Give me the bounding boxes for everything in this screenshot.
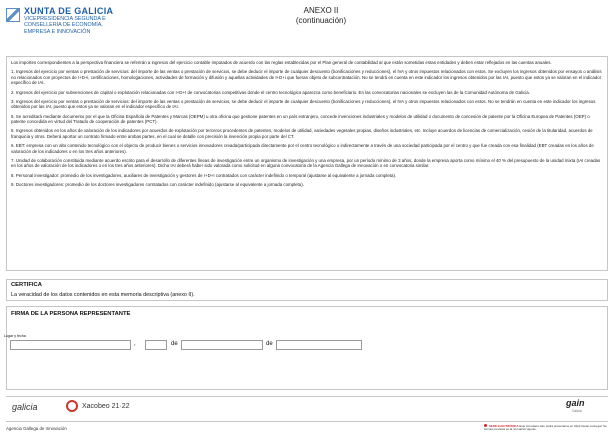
xacobeo-mark-icon [66, 400, 78, 412]
month-input[interactable] [181, 340, 263, 350]
note-4: 5. Se acreditará mediante documento por el que la Oficina Española de Patentes y Marcas (OEPM) u otra oficina que gestione patentes en un país extranjero, concede invenciones industriales y modelos de utilidad o documento de concesión de patente por la Oficina Europea de Patentes (OEP) o patente concedida en virtud del Tratado de cooperación de patentes (PCT). [11, 113, 590, 125]
galicia-logo: galicia [12, 402, 38, 412]
note-8: 8. Personal investigador: promedio de los investigadores, auxiliares de investigación y gestores de I+D+I contratados con carácter indefinido o temporal (ajustarse al equivalente a jornada completa). [11, 172, 397, 178]
day-input[interactable] [145, 340, 167, 350]
xacobeo-text: Xacobeo 21·22 [82, 402, 130, 410]
note-2: 2. Ingresos del ejercicio por subvenciones de capital o explotación relacionadas con I+D+I de convocatorias competitivas donde el centro tecnológico aparezca como beneficiario. En las convocatorias nacionales se excluyen las de la Comunidad Autónoma de Galicia. [11, 89, 530, 95]
org-line-3: EMPRESA E INNOVACIÓN [24, 28, 91, 35]
notice-label: SEDE ELECTRÓNICA [489, 424, 519, 428]
note-5: 5. Ingresos obtenidos en los años de valoración de los indicadores por acuerdos de explotación por terceros procedentes de patentes, modelos de utilidad, variedades vegetales propias, diseños industriales, etc. Incluye acuerdos de licencias de comercialización, cesión de la titularidad, acuerdos de franquicia y otros. Deberá aportar un contrato firmado entre ambas partes, en el cual se detalle con precisión la invención propia por parte del CT. [11, 128, 593, 139]
signature-title: FIRMA DE LA PERSONA REPRESENTANTE [11, 311, 131, 317]
year-input[interactable] [276, 340, 362, 350]
certify-title: CERTIFICA [11, 282, 42, 288]
xunta-logo [6, 6, 113, 35]
org-line-1: VICEPRESIDENCIA SEGUNDA E [24, 16, 106, 22]
note-9: 9. Doctores investigadores: promedio de los doctores investigadores contratados con carácter indefinido (ajustarse al equivalente a jornada completa). [11, 181, 304, 187]
annex-title: ANEXO II [303, 6, 339, 15]
note-intro: Los importes correspondientes a la perspectiva financiera se referirán a ingresos del ejercicio contable imputados de acuerdo con las reglas establecidas por el Plan general de contabilidad al que están sometidas estas entidades y deben estar reflejados en las cuentas anuales. [11, 60, 552, 65]
galicia-flag-icon [6, 8, 20, 22]
notice-text: Este formulario sólo podrá presentarse en https://sede.xunta.gal. Se formas previstas en la normativa vigente. [484, 424, 607, 432]
note-6: 6. EBT: empresa con un alto contenido tecnológico con el objecto de producir bienes o servicios innovadores creada/participada directamente por el centro tecnológico o indirectamente a través de una sociedad participada por el centro y que fue creada con esa finalidad (EBT creadas en los años de valoración de los indicadores o en los tres años anteriores). [11, 143, 594, 154]
annex-heading [276, 6, 366, 25]
place-date-label: Lugar y fecha [4, 334, 26, 338]
xacobeo-logo [66, 400, 129, 412]
electronic-notice [484, 424, 608, 432]
comma-separator: , [134, 341, 136, 347]
org-line-2: CONSELLERÍA DE ECONOMÍA, [24, 22, 103, 29]
note-1: 1. Ingresos del ejercicio por ventas o prestación de servicios: del importe de las ventas o prestación de servicios, se debe deducir el importe de cualquier descuento (bonificaciones y reducciones), el IVA y otros impuestos relacionados con estos. Se excluyen los ingresos obtenidos por ensayos o análisis no relacionados con proyectos de I+D+i, certificaciones, homologaciones, actividades de formación y difusión y aquellas actividades de I+D+i que fueran objeto de subcontratación. No se tendrá en cuenta en este indicador los ingresos obtenidos por las IAI, puesto que estos ya se valoran en el indicador específico de IAI. [11, 69, 602, 86]
certify-section [6, 279, 608, 301]
org-main: XUNTA DE GALICIA [24, 6, 114, 16]
gain-logo: gain [566, 398, 585, 408]
de-separator-2: de [266, 341, 273, 347]
agency-name: Agencia Gallega de Innovación [6, 426, 67, 431]
place-input[interactable] [10, 340, 131, 350]
de-separator-1: de [171, 341, 178, 347]
gain-subtitle: Galicia [572, 409, 582, 413]
note-3: 3. Ingresos del ejercicio por ventas o prestación de servicios: del importe de las ventas o prestación de servicios, se debe deducir el importe de cualquier descuento (bonificaciones y reducciones), el IVA y otros impuestos relacionados con estos. No se tendrán en cuenta en este indicador los ingresos obtenidos por las IAI, puesto que estos ya se valoran en el indicador específico de IAI. [11, 98, 596, 110]
notes-section [6, 56, 608, 271]
note-7: 7. Unidad de colaboración constituida mediante acuerdo escrito para el desarrollo de diferentes líneas de investigación entre un organismo de investigación y una empresa, por un período mínimo de 3 años, donde la empresa aporta como mínimo el 40 % del presupuesto de la unidad mixta (IAI creadas en los años de valoración de los indicadores o en los tres años anteriores). Dicha IAI deberá haber sido valorada como solicitud en alguna convocatoria de la Agencia Gallega de Innovación o en convocatoria similar. [11, 157, 601, 169]
annex-subtitle: (continuación) [295, 15, 347, 25]
certify-text: La veracidad de los datos contenidos en esta memoria descriptiva (anexo II). [11, 292, 195, 298]
organization-name [24, 6, 113, 35]
page-header [6, 6, 608, 52]
